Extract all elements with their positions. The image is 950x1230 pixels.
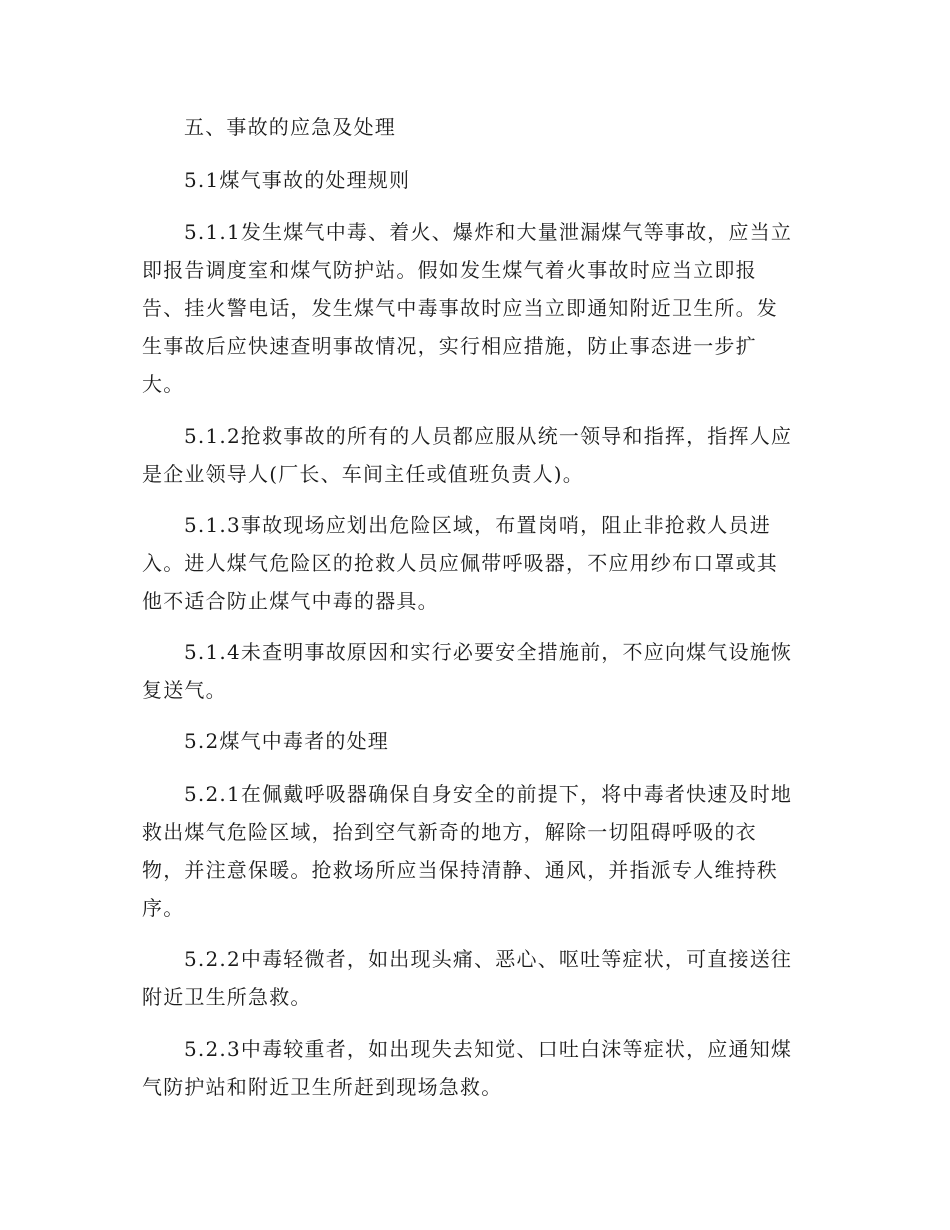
paragraph-line: 入。进人煤气危险区的抢救人员应佩带呼吸器，不应用纱布口罩或其 bbox=[142, 551, 778, 575]
section-heading: 五、事故的应急及处理 bbox=[184, 115, 396, 139]
paragraph-line: 即报告调度室和煤气防护站。假如发生煤气着火事故时应当立即报 bbox=[142, 258, 757, 282]
paragraph-line: 5.1.4未查明事故原因和实行必要安全措施前，不应向煤气设施恢 bbox=[184, 640, 793, 664]
paragraph-line: 生事故后应快速查明事故情况，实行相应措施，防止事态进一步扩 bbox=[142, 334, 757, 358]
paragraph-line: 告、挂火警电话，发生煤气中毒事故时应当立即通知附近卫生所。发 bbox=[142, 296, 778, 320]
paragraph-line: 5.1.2抢救事故的所有的人员都应服从统一领导和指挥，指挥人应 bbox=[184, 424, 793, 448]
paragraph-line: 5.2.2中毒轻微者，如出现头痛、恶心、呕吐等症状，可直接送往 bbox=[184, 947, 793, 971]
paragraph-line: 大。 bbox=[142, 372, 185, 396]
paragraph-line: 气防护站和附近卫生所赶到现场急救。 bbox=[142, 1075, 503, 1099]
paragraph-line: 复送气。 bbox=[142, 678, 227, 702]
subsection-title-5-1: 5.1煤气事故的处理规则 bbox=[184, 168, 411, 192]
subsection-title-5-2: 5.2煤气中毒者的处理 bbox=[184, 729, 390, 753]
paragraph-line: 序。 bbox=[142, 896, 185, 920]
paragraph-line: 他不适合防止煤气中毒的器具。 bbox=[142, 589, 439, 613]
paragraph-line: 5.2.1在佩戴呼吸器确保自身安全的前提下，将中毒者快速及时地 bbox=[184, 782, 793, 806]
paragraph-line: 5.2.3中毒较重者，如出现失去知觉、口吐白沫等症状，应通知煤 bbox=[184, 1037, 793, 1061]
paragraph-line: 5.1.3事故现场应划出危险区域，布置岗哨，阻止非抢救人员进 bbox=[184, 513, 771, 537]
paragraph-line: 是企业领导人(厂长、车间主任或值班负责人)。 bbox=[142, 462, 585, 486]
paragraph-line: 救出煤气危险区域，抬到空气新奇的地方，解除一切阻碍呼吸的衣 bbox=[142, 820, 757, 844]
paragraph-line: 5.1.1发生煤气中毒、着火、爆炸和大量泄漏煤气等事故，应当立 bbox=[184, 220, 793, 244]
paragraph-line: 物，并注意保暖。抢救场所应当保持清静、通风，并指派专人维持秩 bbox=[142, 858, 778, 882]
paragraph-line: 附近卫生所急救。 bbox=[142, 985, 312, 1009]
